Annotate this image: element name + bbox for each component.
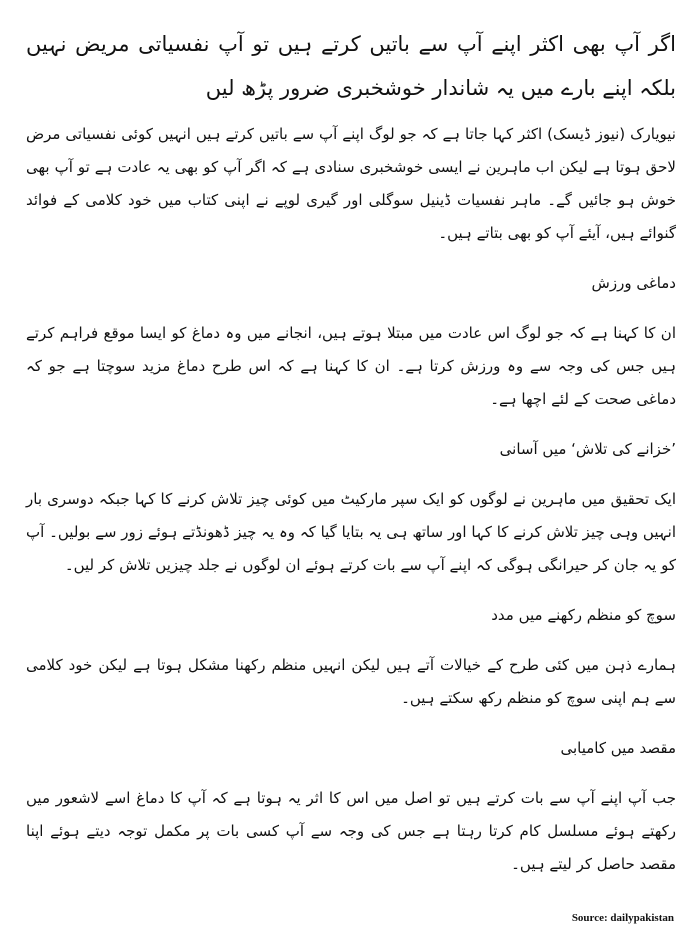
article-headline: اگر آپ بھی اکثر اپنے آپ سے باتیں کرتے ہیں تو آپ نفسیاتی مریض نہیں بلکہ اپنے بارے میں یہ شاندار خوشخبری ضرور پڑھ لیں bbox=[26, 32, 676, 100]
section-heading-brain-exercise: دماغی ورزش bbox=[591, 274, 676, 292]
article bbox=[26, 22, 676, 900]
section-heading-treasure-hunt: ’خزانے کی تلاش‘ میں آسانی bbox=[499, 440, 676, 458]
section-body-organized-thinking: ہمارے ذہن میں کئی طرح کے خیالات آتے ہیں لیکن انہیں منظم رکھنا مشکل ہوتا ہے لیکن خود کلامی سے ہم اپنی سوچ کو منظم رکھ سکتے ہیں۔ bbox=[26, 656, 676, 707]
source-credit: Source: dailypakistan bbox=[571, 912, 674, 924]
section-body-goal-success: جب آپ اپنے آپ سے بات کرتے ہیں تو اصل میں اس کا اثر یہ ہوتا ہے کہ آپ کا دماغ اسے لاشعور میں رکھتے ہوئے مسلسل کام کرتا رہتا ہے جس کی وجہ سے آپ کسی بات پر مکمل توجہ دیتے ہوئے اپنا مقصد حاصل کر لیتے ہیں۔ bbox=[26, 789, 676, 873]
section-body-brain-exercise: ان کا کہنا ہے کہ جو لوگ اس عادت میں مبتلا ہوتے ہیں، انجانے میں وہ دماغ کو ایسا موقع فراہم کرتے ہیں جس کی وجہ سے وہ ورزش کرتا ہے۔ ان کا کہنا ہے کہ اس طرح دماغ مزید سوچتا ہے جو کہ دماغی صحت کے لئے اچھا ہے۔ bbox=[26, 324, 676, 408]
article-intro: نیویارک (نیوز ڈیسک) اکثر کہا جاتا ہے کہ جو لوگ اپنے آپ سے باتیں کرتے ہیں انہیں کوئی نفسیاتی مرض لاحق ہوتا ہے لیکن اب ماہرین نے ایسی خوشخبری سنادی ہے کہ اگر آپ کو بھی یہ عادت ہے تو آپ بھی خوش ہو جائیں گے۔ ماہر نفسیات ڈینیل سوگلی اور گیری لوپے نے اپنی کتاب میں خود کلامی کے فوائد گنوائے ہیں، آیئے آپ کو بھی بتاتے ہیں۔ bbox=[26, 125, 676, 242]
section-body-treasure-hunt: ایک تحقیق میں ماہرین نے لوگوں کو ایک سپر مارکیٹ میں کوئی چیز تلاش کرنے کا کہا جبکہ دوسری بار انہیں وہی چیز تلاش کرنے کا کہا اور ساتھ ہی یہ بتایا گیا کہ وہ یہ چیز ڈھونڈتے ہوئے زور سے بولیں۔ آپ کو یہ جان کر حیرانگی ہوگی کہ اپنے آپ سے بات کرتے ہوئے ان لوگوں نے جلد چیزیں تلاش کر لیں۔ bbox=[26, 490, 676, 574]
section-heading-goal-success: مقصد میں کامیابی bbox=[560, 739, 676, 757]
section-heading-organized-thinking: سوچ کو منظم رکھنے میں مدد bbox=[491, 606, 676, 624]
